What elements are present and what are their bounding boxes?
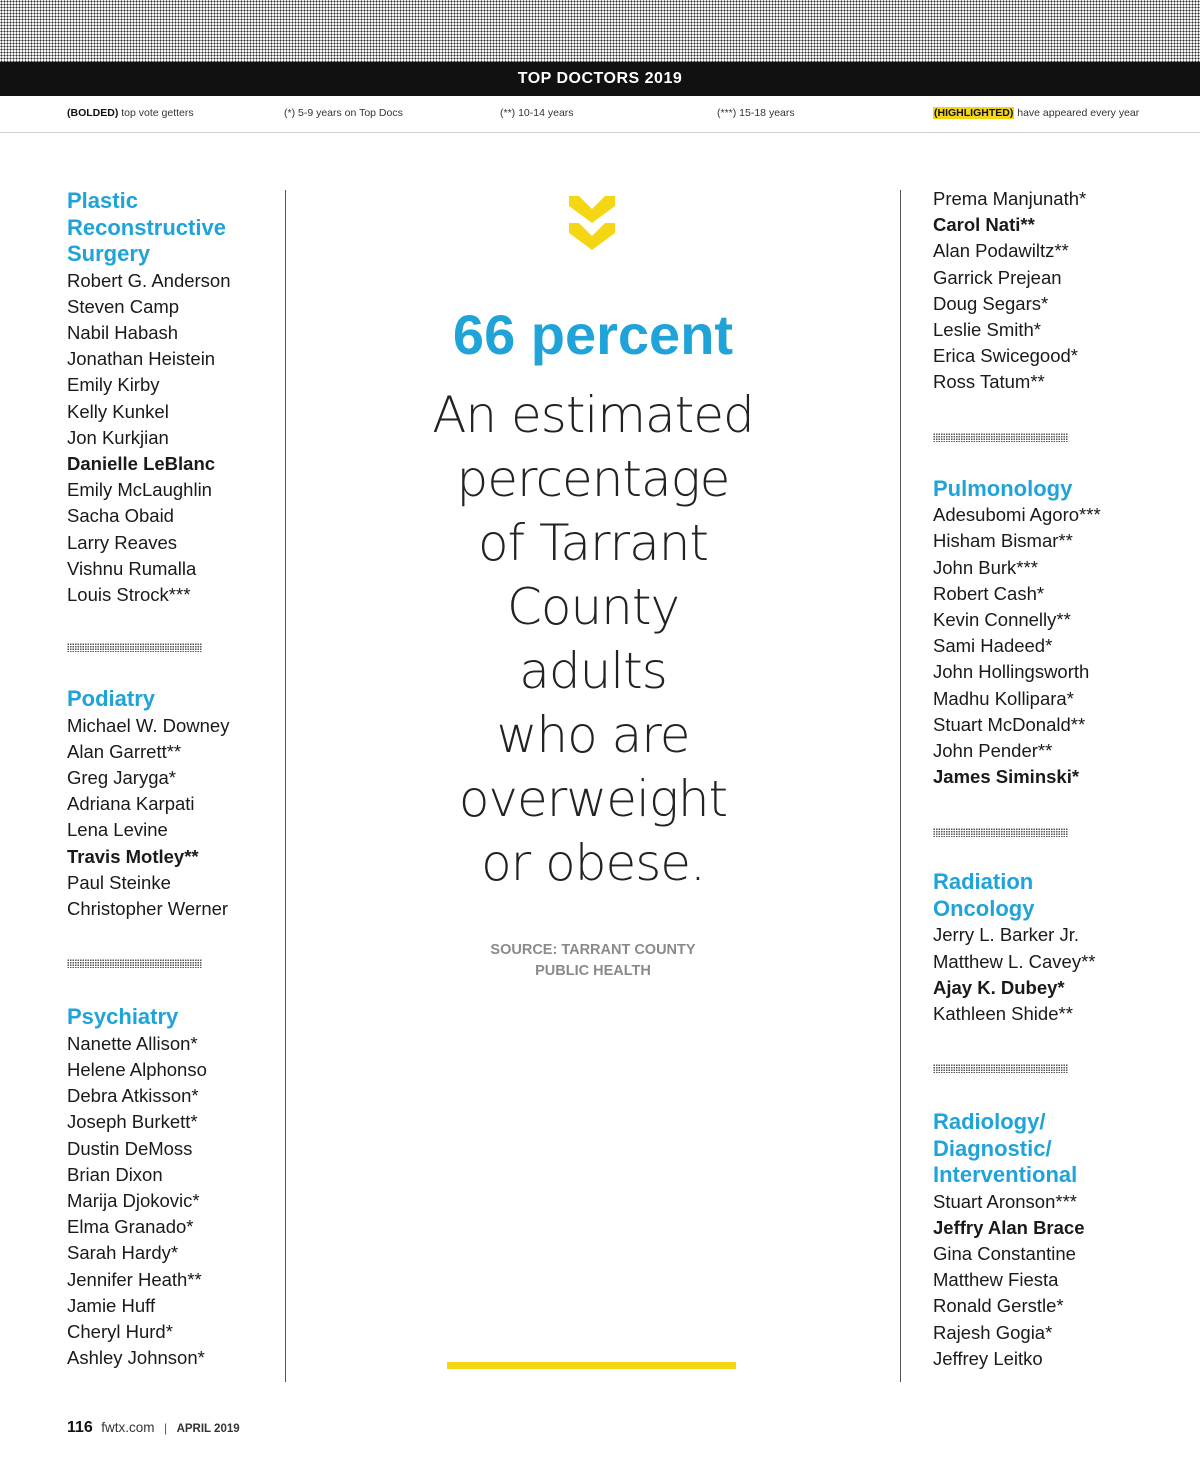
doctor-name: Sami Hadeed* — [933, 635, 1053, 657]
right-column — [933, 186, 1173, 1372]
heading-line: Oncology — [933, 895, 1035, 921]
doctor-name-top-vote: Jeffry Alan Brace — [933, 1216, 1085, 1238]
legend-bolded-tag: (BOLDED) — [67, 107, 119, 119]
section-psychiatry-continued — [933, 186, 1173, 396]
dotted-divider — [933, 433, 1068, 442]
section-radiation-oncology — [933, 869, 1173, 1027]
doctor-name: Vishnu Rumalla — [67, 557, 197, 579]
section-heading: Pulmonology — [933, 475, 1073, 501]
doctor-name: Garrick Prejean — [933, 266, 1062, 288]
doctor-name: Doug Segars* — [933, 292, 1049, 314]
quote-line: An estimated — [432, 386, 754, 444]
doctor-name: Jeffrey Leitko — [933, 1347, 1043, 1369]
doctor-name: Jennifer Heath** — [67, 1268, 202, 1290]
section-title: TOP DOCTORS 2019 — [517, 70, 683, 87]
section-plastic-surgery — [67, 188, 282, 608]
doctor-name-top-vote: Carol Nati** — [933, 214, 1035, 236]
heading-line: Reconstructive — [67, 214, 226, 240]
legend-highlighted-text: have appeared every year — [1017, 107, 1140, 119]
source-credit — [287, 940, 899, 982]
legend-bolded — [67, 107, 194, 119]
doctor-name: Paul Steinke — [67, 871, 171, 893]
doctor-name: Alan Garrett** — [67, 740, 182, 762]
doctor-name: Ashley Johnson* — [67, 1347, 205, 1369]
doctor-name: Jamie Huff — [67, 1294, 156, 1316]
doctor-name: John Pender** — [933, 739, 1053, 761]
doctor-name: Greg Jaryga* — [67, 767, 176, 789]
heading-line: Radiation — [933, 869, 1034, 895]
doctor-name: Matthew L. Cavey** — [933, 950, 1096, 972]
doctor-name: John Hollingsworth — [933, 661, 1090, 683]
doctor-name: Hisham Bismar** — [933, 530, 1073, 552]
section-heading — [933, 869, 1173, 922]
pull-quote — [287, 383, 899, 895]
legend-bar — [0, 96, 1200, 133]
halftone-pattern-band — [0, 0, 1200, 62]
section-heading: Psychiatry — [67, 1004, 179, 1030]
doctor-name: Robert Cash* — [933, 582, 1045, 604]
quote-line: of Tarrant — [477, 514, 709, 572]
doctor-name: Sacha Obaid — [67, 505, 174, 527]
doctor-name: Kathleen Shide** — [933, 1002, 1073, 1024]
dotted-divider — [67, 643, 202, 652]
doctor-name: Jerry L. Barker Jr. — [933, 924, 1079, 946]
doctor-name: Stuart McDonald** — [933, 713, 1086, 735]
stat-headline: 66 percent — [452, 303, 734, 366]
legend-one-star: (*) 5-9 years on Top Docs — [284, 107, 403, 119]
doctor-name: Joseph Burkett* — [67, 1111, 198, 1133]
source-line: PUBLIC HEALTH — [535, 963, 651, 979]
doctor-name: Kevin Connelly** — [933, 608, 1071, 630]
doctor-name: Matthew Fiesta — [933, 1269, 1059, 1291]
quote-line: or obese. — [481, 834, 705, 892]
doctor-name: Stuart Aronson*** — [933, 1190, 1077, 1212]
section-psychiatry — [67, 1004, 282, 1371]
page-number: 116 — [67, 1419, 93, 1436]
doctor-name: Gina Constantine — [933, 1243, 1076, 1265]
doctor-name: John Burk*** — [933, 556, 1038, 578]
doctor-name: Emily McLaughlin — [67, 479, 212, 501]
doctor-name: Robert G. Anderson — [67, 269, 231, 291]
quote-line: overweight — [458, 770, 728, 828]
accent-bar — [447, 1362, 736, 1369]
legend-highlighted-tag: (HIGHLIGHTED) — [934, 107, 1014, 119]
legend-three-star: (***) 15-18 years — [717, 107, 795, 119]
doctor-name-top-vote: Ajay K. Dubey* — [933, 976, 1065, 998]
doctor-name-top-vote: Danielle LeBlanc — [67, 452, 216, 474]
doctor-name: Adriana Karpati — [67, 793, 195, 815]
doctor-name: Jon Kurkjian — [67, 426, 169, 448]
doctor-name: Ross Tatum** — [933, 371, 1045, 393]
dotted-divider — [933, 828, 1068, 837]
footer-separator: | — [163, 1421, 168, 1435]
doctor-name: Madhu Kollipara* — [933, 687, 1074, 709]
column-divider-right — [900, 190, 901, 1382]
doctor-name: Larry Reaves — [67, 531, 178, 553]
doctor-name: Nanette Allison* — [67, 1032, 198, 1054]
doctor-name: Cheryl Hurd* — [67, 1321, 173, 1342]
doctor-name: Emily Kirby — [67, 374, 160, 396]
column-divider-left — [285, 190, 286, 1382]
doctor-name: Brian Dixon — [67, 1163, 163, 1185]
doctor-name: Debra Atkisson* — [67, 1085, 199, 1107]
doctor-name: Rajesh Gogia* — [933, 1321, 1053, 1343]
doctor-name-top-vote: James Siminski* — [933, 766, 1080, 788]
doctor-name: Nabil Habash — [67, 321, 179, 343]
doctor-name: Michael W. Downey — [67, 714, 230, 736]
legend-highlighted — [933, 107, 1139, 119]
site-link[interactable]: fwtx.com — [101, 1420, 155, 1435]
dotted-divider — [933, 1064, 1068, 1073]
doctor-name: Steven Camp — [67, 295, 180, 317]
doctor-name: Louis Strock*** — [67, 583, 191, 605]
doctor-name: Alan Podawiltz** — [933, 240, 1069, 262]
dotted-divider — [67, 959, 202, 968]
quote-line: who are — [496, 706, 690, 764]
doctor-name: Lena Levine — [67, 819, 168, 841]
doctor-name: Elma Granado* — [67, 1216, 194, 1238]
doctor-name: Prema Manjunath* — [933, 188, 1087, 209]
doctor-name: Marija Djokovic* — [67, 1189, 200, 1211]
page-footer — [67, 1419, 240, 1437]
section-heading — [67, 188, 282, 268]
doctor-name: Sarah Hardy* — [67, 1242, 179, 1264]
heading-line: Interventional — [933, 1162, 1078, 1188]
doctor-name: Jonathan Heistein — [67, 348, 216, 370]
quote-line: percentage — [456, 450, 730, 508]
legend-two-star: (**) 10-14 years — [500, 107, 574, 119]
section-pulmonology — [933, 476, 1173, 791]
section-title-bar — [0, 62, 1200, 96]
quote-line: adults — [519, 642, 667, 700]
double-chevron-down-icon — [569, 196, 615, 250]
quote-line: County — [506, 578, 680, 636]
doctor-name: Erica Swicegood* — [933, 345, 1078, 367]
left-column — [67, 188, 282, 1371]
section-podiatry — [67, 686, 282, 922]
doctor-name: Ronald Gerstle* — [933, 1295, 1064, 1317]
heading-line: Plastic — [67, 188, 138, 213]
issue-date: APRIL 2019 — [176, 1423, 240, 1435]
legend-bolded-text: top vote getters — [121, 107, 194, 119]
heading-line: Radiology/ — [933, 1109, 1046, 1135]
heading-line: Diagnostic/ — [933, 1135, 1052, 1161]
doctor-name: Kelly Kunkel — [67, 400, 169, 422]
section-heading — [933, 1109, 1173, 1189]
doctor-name: Christopher Werner — [67, 898, 229, 920]
doctor-name: Dustin DeMoss — [67, 1137, 193, 1159]
doctor-name-top-vote: Travis Motley** — [67, 845, 199, 867]
doctor-name: Adesubomi Agoro*** — [933, 504, 1101, 526]
heading-line: Surgery — [67, 241, 151, 266]
doctor-name: Helene Alphonso — [67, 1058, 207, 1080]
source-line: SOURCE: TARRANT COUNTY — [490, 942, 696, 958]
doctor-name: Leslie Smith* — [933, 319, 1041, 341]
section-heading: Podiatry — [67, 686, 156, 712]
section-radiology — [933, 1109, 1173, 1372]
